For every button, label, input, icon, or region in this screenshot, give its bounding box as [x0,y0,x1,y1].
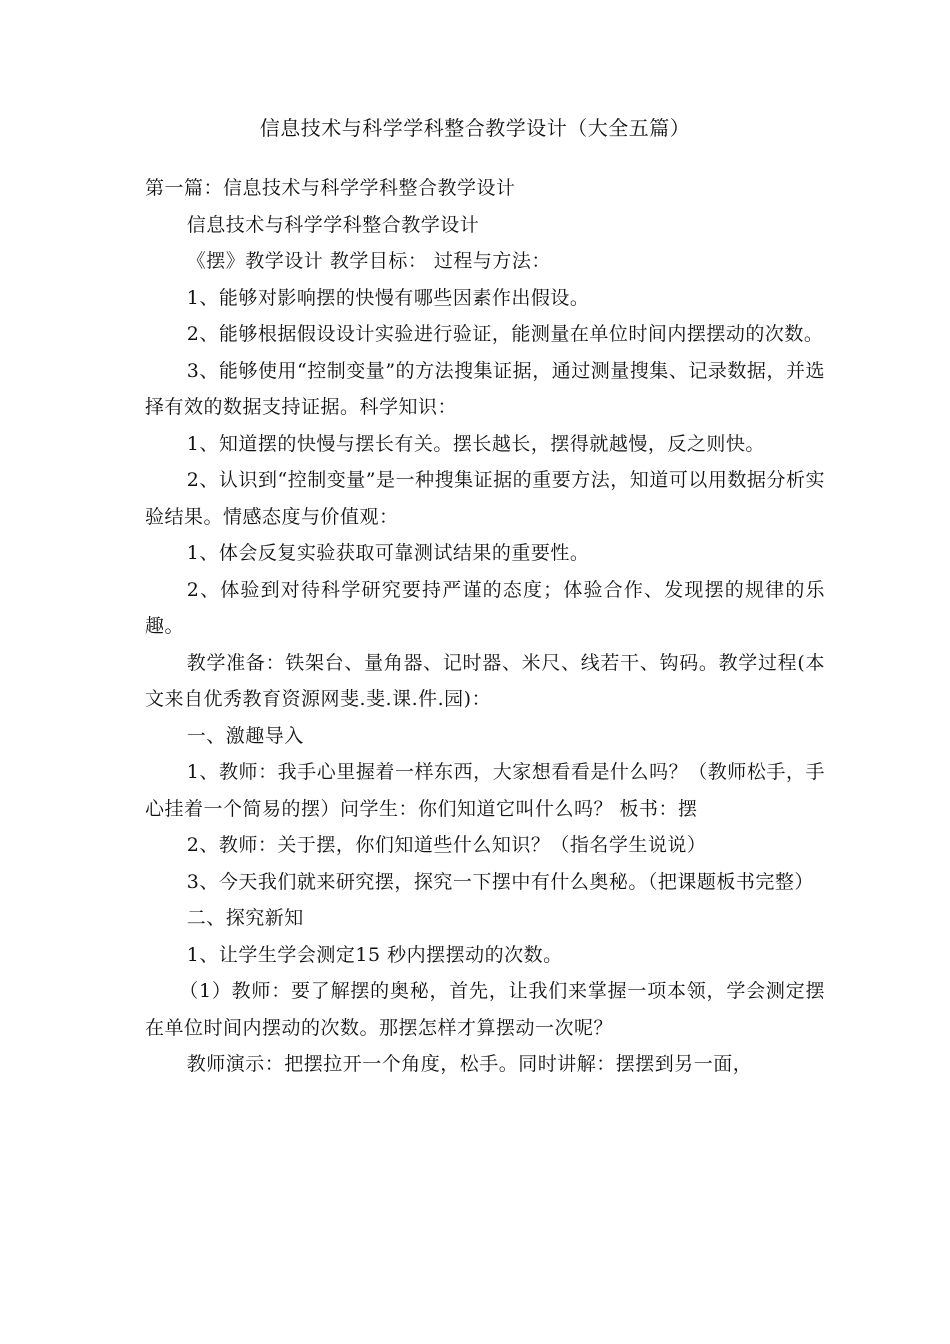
paragraph: 2、体验到对待科学研究要持严谨的态度；体验合作、发现摆的规律的乐趣。 [145,578,825,637]
paragraph: 2、教师：关于摆，你们知道些什么知识？（指名学生说说） [186,834,707,856]
paragraph-section-one-heading: 一、激趣导入 [186,724,304,747]
paragraph: 2、能够根据假设设计实验进行验证，能测量在单位时间内摆摆动的次数。 [186,323,824,345]
document-title: 信息技术与科学学科整合教学设计（大全五篇） [259,116,691,140]
paragraph: 教师演示：把摆拉开一个角度，松手。同时讲解：摆摆到另一面， [186,1053,753,1075]
paragraph: 3、今天我们就来研究摆，探究一下摆中有什么奥秘。（把课题板书完整） [186,870,814,893]
paragraph-objectives-heading: 《摆》教学设计 教学目标： 过程与方法： [186,250,551,272]
paragraph-section-heading: 第一篇：信息技术与科学学科整合教学设计 [145,177,516,199]
document-body [145,170,825,1083]
paragraph: （1）教师：要了解摆的奥秘，首先，让我们来掌握一项本领，学会测定摆在单位时间内摆动的次数。那摆怎样才算摆动一次呢？ [145,980,825,1039]
paragraph: 1、知道摆的快慢与摆长有关。摆长越长，摆得就越慢，反之则快。 [186,432,765,455]
paragraph-section-two-heading: 二、探究新知 [186,907,304,929]
paragraph: 1、教师：我手心里握着一样东西，大家想看看是什么吗？（教师松手，手心挂着一个简易的摆）问学生：你们知道它叫什么吗？ 板书：摆 [145,761,825,820]
paragraph-preparation: 教学准备：铁架台、量角器、记时器、米尺、线若干、钩码。教学过程(本文来自优秀教育资源网斐.斐.课.件.园)： [145,651,825,710]
paragraph-subtitle: 信息技术与科学学科整合教学设计 [186,213,480,236]
paragraph: 2、认识到“控制变量”是一种搜集证据的重要方法，知道可以用数据分析实验结果。情感态度与价值观： [145,469,825,528]
paragraph: 1、体会反复实验获取可靠测试结果的重要性。 [186,542,590,564]
paragraph: 3、能够使用“控制变量”的方法搜集证据，通过测量搜集、记录数据，并选择有效的数据支持证据。科学知识： [145,359,825,418]
paragraph: 1、能够对影响摆的快慢有哪些因素作出假设。 [186,286,590,309]
paragraph: 1、让学生学会测定15 秒内摆摆动的次数。 [186,943,563,966]
